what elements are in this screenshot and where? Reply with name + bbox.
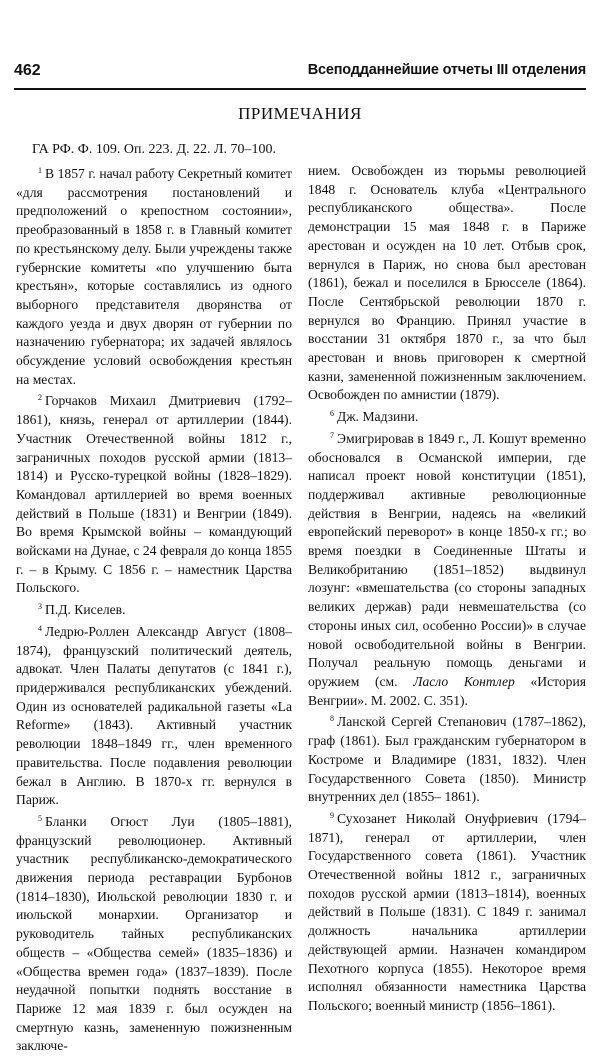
footnote-4 <box>16 620 292 810</box>
footnote-9 <box>308 807 586 1016</box>
footnote-number: 2 <box>38 393 42 403</box>
footnote-text: В 1857 г. начал работу Секретный комитет «для рассмотрения постановлений и предположений о крепостном состоянии», преобразованный в 1858 г. в Главный комитет по крестьянскому делу. Были учреждены также губернские комитеты «по улучшению быта крестьян», которые составлялись из одного выборного представителя дворянства от каждого уезда и двух дворян от губернии по назначению губернатора; их задачей являлось обсуждение условий освобождения крестьян на местах. <box>16 166 292 387</box>
footnote-number: 1 <box>38 166 42 175</box>
section-title: ПРИМЕЧАНИЯ <box>238 104 362 123</box>
footnote-number: 9 <box>330 810 334 820</box>
footnote-text: Эмигрировав в 1849 г., Л. Кошут временно обосновался в Османской империи, где написал проект новой конституции (1851), поддерживал активные революционные действия в Венгрии, надеясь на «великий европейский переворот» в конце 1850-х гг.; во время поездки в Соединенные Штаты и Великобританию (1851–1852) выдвинул лозунг: «вмешательства (со стороны западных великих держав) ради невмешательства (со стороны иных сил, особенно России)» в случае новой освободительной войны в Венгрии. Получал реальную помощь деньгами и оружием (см. <box>308 430 586 689</box>
footnote-2 <box>16 389 292 598</box>
footnote-6 <box>308 405 586 427</box>
footnote-text: Сухозанет Николай Онуфриевич (1794–1871), генерал от артиллерии, член Государственного совета (1861). Участник Отечественной войны 1812 г., заграничных походов русской армии (1813–1814), военных действий в Польше (1831). С 1849 г. занимал должность начальника артиллерии действующей армии. Назначен командиром Пехотного корпуса (1855). Некоторое время исполнял обязанности наместника Царства Польского; военный министр (1856–1861). <box>308 810 586 1013</box>
footnote-3 <box>16 598 292 620</box>
cited-author: Ласло Контлер <box>413 673 515 689</box>
footnote-text: Дж. Мадзини. <box>337 409 419 425</box>
left-column <box>16 162 292 1056</box>
archive-reference: ГА РФ. Ф. 109. Оп. 223. Д. 22. Л. 70–100. <box>32 142 276 157</box>
header-rule <box>14 88 586 90</box>
footnote-text: Ледрю-Роллен Александр Август (1808–1874), французский политический деятель, адвокат. Член Палаты депутатов (с 1841 г.), придерживался республиканских убеждений. Один из основателей радикальной газеты «La Reforme» (1843). Активный участник революции 1848–1849 гг., член временного правительства. После подавления революции бежал в Англию. В 1870-х гг. вернулся в Париж. <box>16 623 292 808</box>
footnote-number: 6 <box>330 409 334 419</box>
footnote-text-end: «История Венгрии». М. 2002. С. 351). <box>308 673 586 708</box>
footnote-number: 3 <box>38 602 42 612</box>
footnote-7 <box>308 427 586 711</box>
footnote-text: П.Д. Киселев. <box>45 602 126 618</box>
footnote-text: Ланской Сергей Степанович (1787–1862), граф (1861). Был гражданским губернатором в Костроме и Владимире (1831, 1832). Член Государственного Совета (1850). Министр внутренних дел (1855– 1861). <box>308 714 586 805</box>
running-head: Всеподданнейшие отчеты III отделения <box>307 62 586 78</box>
right-column <box>308 162 586 1016</box>
footnote-number: 4 <box>38 623 42 633</box>
footnote-1 <box>16 162 292 389</box>
footnote-5-continuation: нием. Освобожден из тюрьмы революцией 1848 г. Основатель клуба «Центрального республиканского общества». После демонстрации 15 мая 1848 г. в Париже арестован и осужден на 10 лет. Отбыв срок, вернулся в Париж, но снова был арестован (1861), бежал и поселился в Брюсселе (1864). После Сентябрьской революции 1870 г. вернулся во Францию. Принял участие в восстании 31 октября 1870 г., за что был арестован и вновь приговорен к смертной казни, замененной пожизненным заключением. Освобожден по амнистии (1879). <box>308 163 586 403</box>
footnote-number: 5 <box>38 813 42 823</box>
footnote-number: 8 <box>330 714 334 724</box>
footnote-text: Бланки Огюст Луи (1805–1881), французский революционер. Активный участник республиканско-демократического движения периода реставрации Бурбонов (1814–1830), Июльской революции 1830 г. и июльской монархии. Организатор и руководитель тайных республиканских обществ – «Общества семей» (1835–1836) и «Общества времен года» (1837–1839). После неудачной попытки поднять восстание в Париже 12 мая 1839 г. был осужден на смертную казнь, замененную пожизненным заключе- <box>16 813 292 1054</box>
page-number: 462 <box>14 62 41 79</box>
footnote-8 <box>308 710 586 807</box>
footnote-5 <box>16 810 292 1056</box>
footnote-number: 7 <box>330 430 334 440</box>
page-header <box>14 60 586 86</box>
footnote-text: Горчаков Михаил Дмитриевич (1792–1861), князь, генерал от артиллерии (1844). Участник Отечественной войны 1812 г., заграничных походов русской армии (1813–1814) и Русско-турецкой войны (1828–1829). Командовал артиллерией во время военных действий в Польше (1831) и Венгрии (1849). Во время Крымской войны – командующий войсками на Дунае, с 24 февраля до конца 1855 г. – в Крыму. С 1856 г. – наместник Царства Польского. <box>16 393 292 596</box>
